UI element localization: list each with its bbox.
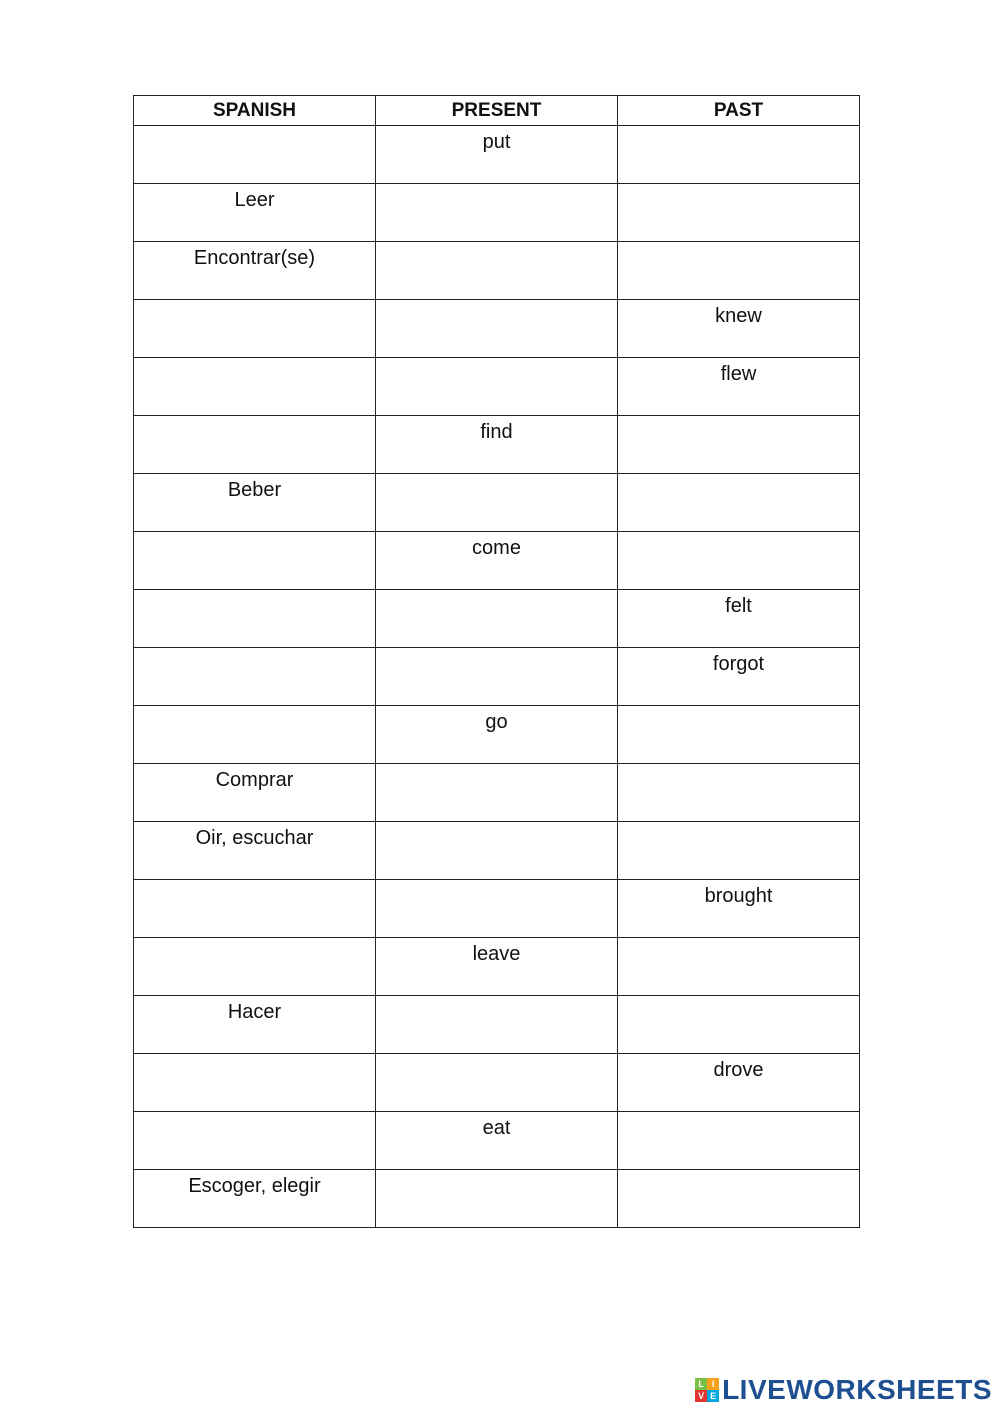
- table-row: [134, 822, 860, 880]
- cell-present[interactable]: [376, 1170, 618, 1228]
- cell-spanish[interactable]: [134, 358, 376, 416]
- table-row: [134, 474, 860, 532]
- worksheet: [133, 95, 859, 1228]
- cell-present: [376, 532, 618, 590]
- cell-past[interactable]: [618, 242, 860, 300]
- cell-past[interactable]: [618, 416, 860, 474]
- cell-past: [618, 1054, 860, 1112]
- cell-present[interactable]: [376, 242, 618, 300]
- cell-spanish: [134, 474, 376, 532]
- cell-text: put: [482, 131, 511, 153]
- cell-spanish[interactable]: [134, 938, 376, 996]
- table-row: [134, 416, 860, 474]
- table-row: [134, 938, 860, 996]
- table-row: [134, 706, 860, 764]
- cell-present[interactable]: [376, 764, 618, 822]
- cell-text: leave: [472, 943, 521, 965]
- cell-past[interactable]: [618, 184, 860, 242]
- cell-spanish[interactable]: [134, 126, 376, 184]
- cell-text: come: [472, 537, 521, 559]
- cell-past[interactable]: [618, 126, 860, 184]
- cell-present[interactable]: [376, 822, 618, 880]
- cell-present: [376, 126, 618, 184]
- cell-present[interactable]: [376, 590, 618, 648]
- cell-present[interactable]: [376, 880, 618, 938]
- cell-spanish: [134, 822, 376, 880]
- cell-text: brought: [704, 885, 773, 907]
- cell-past[interactable]: [618, 474, 860, 532]
- cell-past[interactable]: [618, 1112, 860, 1170]
- cell-spanish[interactable]: [134, 590, 376, 648]
- cell-text: knew: [715, 305, 762, 327]
- cell-past[interactable]: [618, 938, 860, 996]
- table-row: [134, 590, 860, 648]
- cell-text: Comprar: [215, 769, 294, 791]
- brand-text: LIVEWORKSHEETS: [722, 1374, 992, 1405]
- cell-text: Leer: [234, 189, 275, 211]
- cell-present[interactable]: [376, 648, 618, 706]
- cell-spanish: [134, 184, 376, 242]
- table-row: [134, 1054, 860, 1112]
- cell-spanish[interactable]: [134, 532, 376, 590]
- cell-present[interactable]: [376, 358, 618, 416]
- cell-text: find: [480, 421, 513, 443]
- table-row: [134, 242, 860, 300]
- table-row: [134, 764, 860, 822]
- cell-text: Beber: [227, 479, 282, 501]
- table-row: [134, 126, 860, 184]
- table-row: [134, 532, 860, 590]
- header-present: PRESENT: [376, 96, 618, 126]
- cell-spanish[interactable]: [134, 1054, 376, 1112]
- table-row: [134, 1170, 860, 1228]
- cell-spanish: [134, 242, 376, 300]
- header-past: PAST: [618, 96, 860, 126]
- cell-past: [618, 880, 860, 938]
- cell-text: go: [485, 711, 508, 733]
- live-logo-icon: L I V E: [695, 1378, 719, 1402]
- cell-spanish[interactable]: [134, 648, 376, 706]
- cell-past[interactable]: [618, 996, 860, 1054]
- cell-spanish[interactable]: [134, 416, 376, 474]
- table-row: [134, 880, 860, 938]
- cell-past[interactable]: [618, 532, 860, 590]
- cell-present[interactable]: [376, 996, 618, 1054]
- table-row: [134, 184, 860, 242]
- liveworksheets-logo: [695, 1375, 992, 1405]
- table-row: [134, 996, 860, 1054]
- table-body: [134, 126, 860, 1228]
- table-row: [134, 1112, 860, 1170]
- table-row: [134, 648, 860, 706]
- cell-text: drove: [713, 1059, 764, 1081]
- cell-past[interactable]: [618, 1170, 860, 1228]
- cell-text: Encontrar(se): [193, 247, 316, 269]
- cell-spanish[interactable]: [134, 880, 376, 938]
- cell-spanish: [134, 1170, 376, 1228]
- cell-text: felt: [725, 595, 752, 617]
- cell-text: Oir, escuchar: [195, 827, 314, 849]
- cell-present[interactable]: [376, 184, 618, 242]
- cell-text: Hacer: [227, 1001, 282, 1023]
- header-spanish: SPANISH: [134, 96, 376, 126]
- cell-present[interactable]: [376, 1054, 618, 1112]
- cell-text: Escoger, elegir: [188, 1175, 321, 1197]
- cell-text: forgot: [712, 653, 765, 675]
- cell-spanish[interactable]: [134, 300, 376, 358]
- cell-past: [618, 300, 860, 358]
- cell-past[interactable]: [618, 764, 860, 822]
- cell-text: flew: [720, 363, 757, 385]
- cell-present[interactable]: [376, 300, 618, 358]
- table-row: [134, 300, 860, 358]
- cell-past[interactable]: [618, 822, 860, 880]
- cell-past: [618, 358, 860, 416]
- cell-present: [376, 938, 618, 996]
- cell-present[interactable]: [376, 474, 618, 532]
- cell-past: [618, 590, 860, 648]
- table-row: [134, 358, 860, 416]
- cell-text: eat: [482, 1117, 511, 1139]
- table-header-row: [134, 96, 860, 126]
- cell-spanish: [134, 996, 376, 1054]
- cell-spanish[interactable]: [134, 706, 376, 764]
- cell-present: [376, 706, 618, 764]
- cell-spanish[interactable]: [134, 1112, 376, 1170]
- cell-present: [376, 1112, 618, 1170]
- cell-past: [618, 648, 860, 706]
- cell-spanish: [134, 764, 376, 822]
- cell-present: [376, 416, 618, 474]
- verb-table: [133, 95, 860, 1228]
- cell-past[interactable]: [618, 706, 860, 764]
